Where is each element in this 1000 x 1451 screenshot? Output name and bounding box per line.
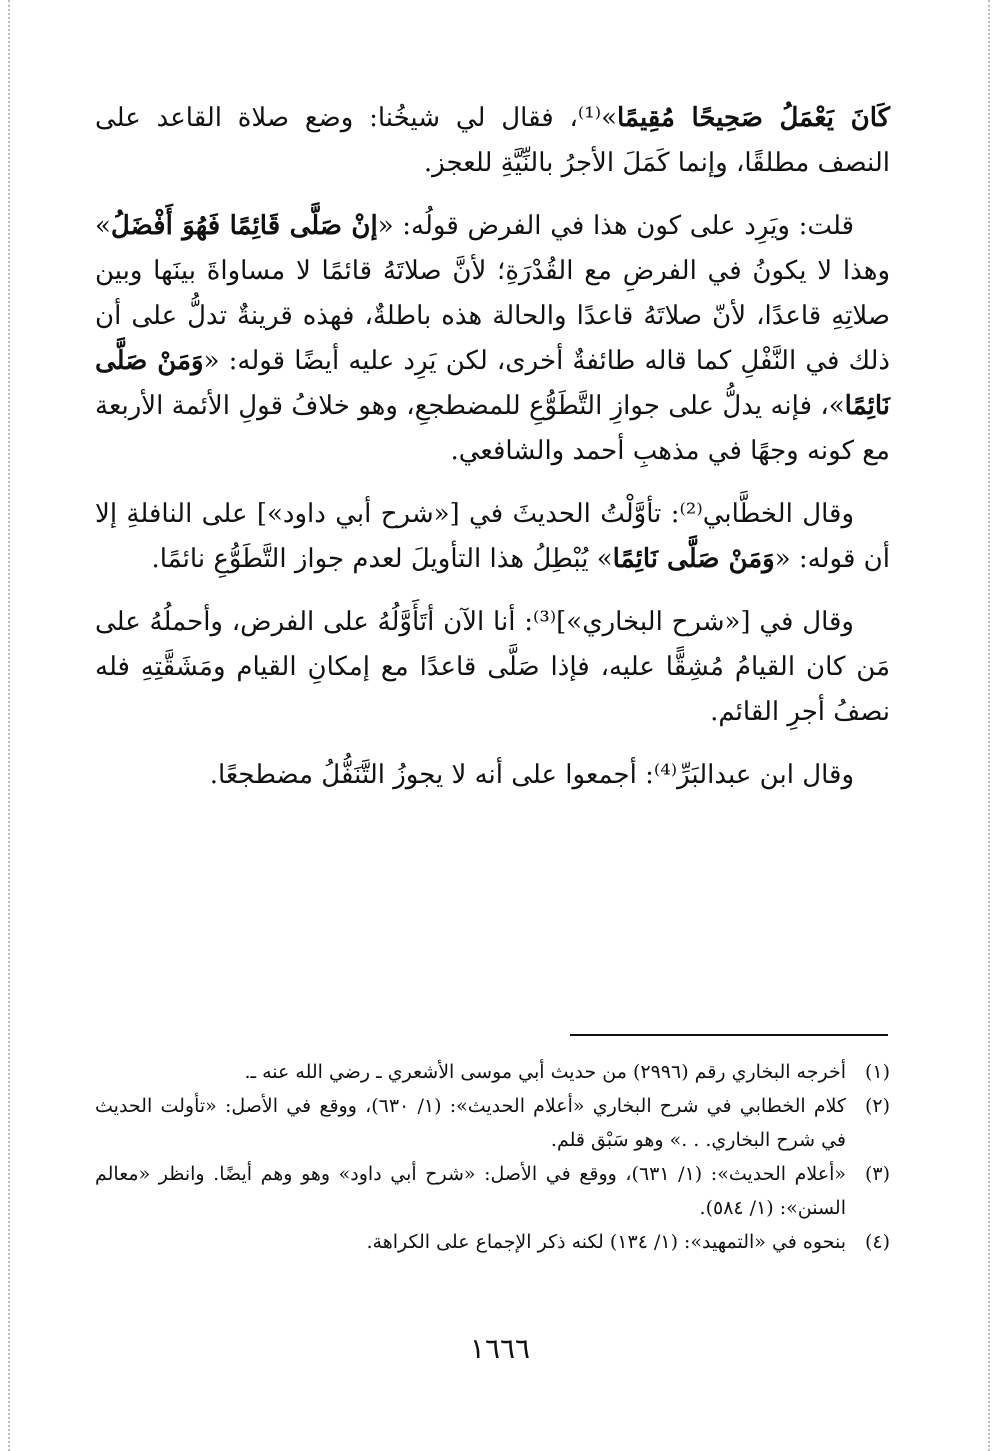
page-number: ١٦٦٦ [469, 1332, 531, 1365]
hadith-quote: وَمَنْ صَلَّى نَائِمًا [612, 544, 775, 574]
footnote-text: كلام الخطابي في شرح البخاري «أعلام الحديث»: (١/ ٦٣٠)، ووقع في الأصل: «تأولت الحديث في شرح البخاري. . .» وهو سَبْق قلم. [95, 1095, 846, 1151]
paragraph-text: وقال ابن عبدالبَرِّ⁽⁴⁾: أجمعوا على أنه لا يجوزُ التَّنَفُّلُ مضطجعًا. [209, 760, 854, 790]
paragraph-text: » يُبْطِلُ هذا التأويلَ لعدم جواز التَّطَوُّعِ نائمًا. [151, 544, 613, 574]
paragraph-text: وقال الخطَّابي⁽²⁾: تأوَّلْتُ الحديثَ في [«شرح أبي داود»] على النافلةِ إلا أن قوله: « [95, 499, 890, 574]
scan-edge-right [988, 0, 990, 1451]
footnote-1 [95, 1055, 890, 1089]
footnote-4 [95, 1225, 890, 1259]
paragraph-5 [95, 753, 890, 798]
paragraph-1 [95, 96, 890, 186]
hadith-quote: إنْ صَلَّى قَائِمًا فَهُوَ أَفْضَلُ [110, 211, 378, 241]
paragraph-3 [95, 492, 890, 582]
footnotes [95, 1055, 890, 1259]
paragraph-text: » وهذا لا يكونُ في الفرضِ مع القُدْرَةِ؛ لأنَّ صلاتَهُ قائمًا لا مساواةَ بينَها وبين صلاتِهِ قاعدًا، لأنّ صلاتَهُ قاعدًا والحالة هذه باطلةٌ، فهذه قرينةٌ تدلُّ على أن ذلك في النَّفْلِ كما قاله طائفةٌ أخرى، لكن يَرِد عليه أيضًا قوله: « [95, 211, 890, 376]
footnote-number: (٣) [864, 1163, 890, 1185]
hadith-quote: وَمَنْ صَلَّى نَائِمًا [95, 346, 890, 421]
footnote-number: (١) [864, 1061, 890, 1083]
paragraph-text: قلت: ويَرِد على كون هذا في الفرض قولُه: « [377, 211, 854, 241]
paragraph-2 [95, 204, 890, 474]
scan-edge-left [8, 0, 10, 1451]
footnote-number: (٢) [864, 1095, 890, 1117]
paragraph-text: وقال في [«شرح البخاري»]⁽³⁾: أنا الآن أتَأَوَّلُهُ على الفرض، وأحملُهُ على مَن كان القيامُ مُشِقًّا عليه، فإذا صَلَّى قاعدًا مع إمكانِ القيام ومَشَقَّتِهِ فله نصفُ أجرِ القائم. [95, 607, 890, 727]
main-text [95, 96, 890, 816]
footnote-text: أخرجه البخاري رقم (٢٩٩٦) من حديث أبي موسى الأشعري ـ رضي الله عنه ـ. [244, 1061, 846, 1083]
footnote-text: «أعلام الحديث»: (١/ ٦٣١)، ووقع في الأصل: «شرح أبي داود» وهو وهم أيضًا. وانظر «معالم السنن»: (١/ ٥٨٤). [95, 1163, 847, 1219]
paragraph-text: »⁽¹⁾، فقال لي شيخُنا: وضع صلاة القاعد على النصف مطلقًا، وإنما كَمَلَ الأجرُ بالنِّيَّةِ للعجز. [95, 103, 890, 178]
footnote-3 [95, 1157, 890, 1225]
paragraph-4 [95, 600, 890, 735]
hadith-quote: كَانَ يَعْمَلُ صَحِيحًا مُقِيمًا [617, 103, 890, 133]
footnote-text: بنحوه في «التمهيد»: (١/ ١٣٤) لكنه ذكر الإجماع على الكراهة. [366, 1231, 846, 1253]
footnote-number: (٤) [864, 1231, 890, 1253]
paragraph-text: »، فإنه يدلُّ على جوازِ التَّطَوُّعِ للمضطجعِ، وهو خلافُ قولِ الأئمة الأربعة مع كونه وجهًا في مذهبِ أحمد والشافعي. [95, 391, 890, 466]
footnote-separator [570, 1034, 888, 1036]
footnote-2 [95, 1089, 890, 1157]
